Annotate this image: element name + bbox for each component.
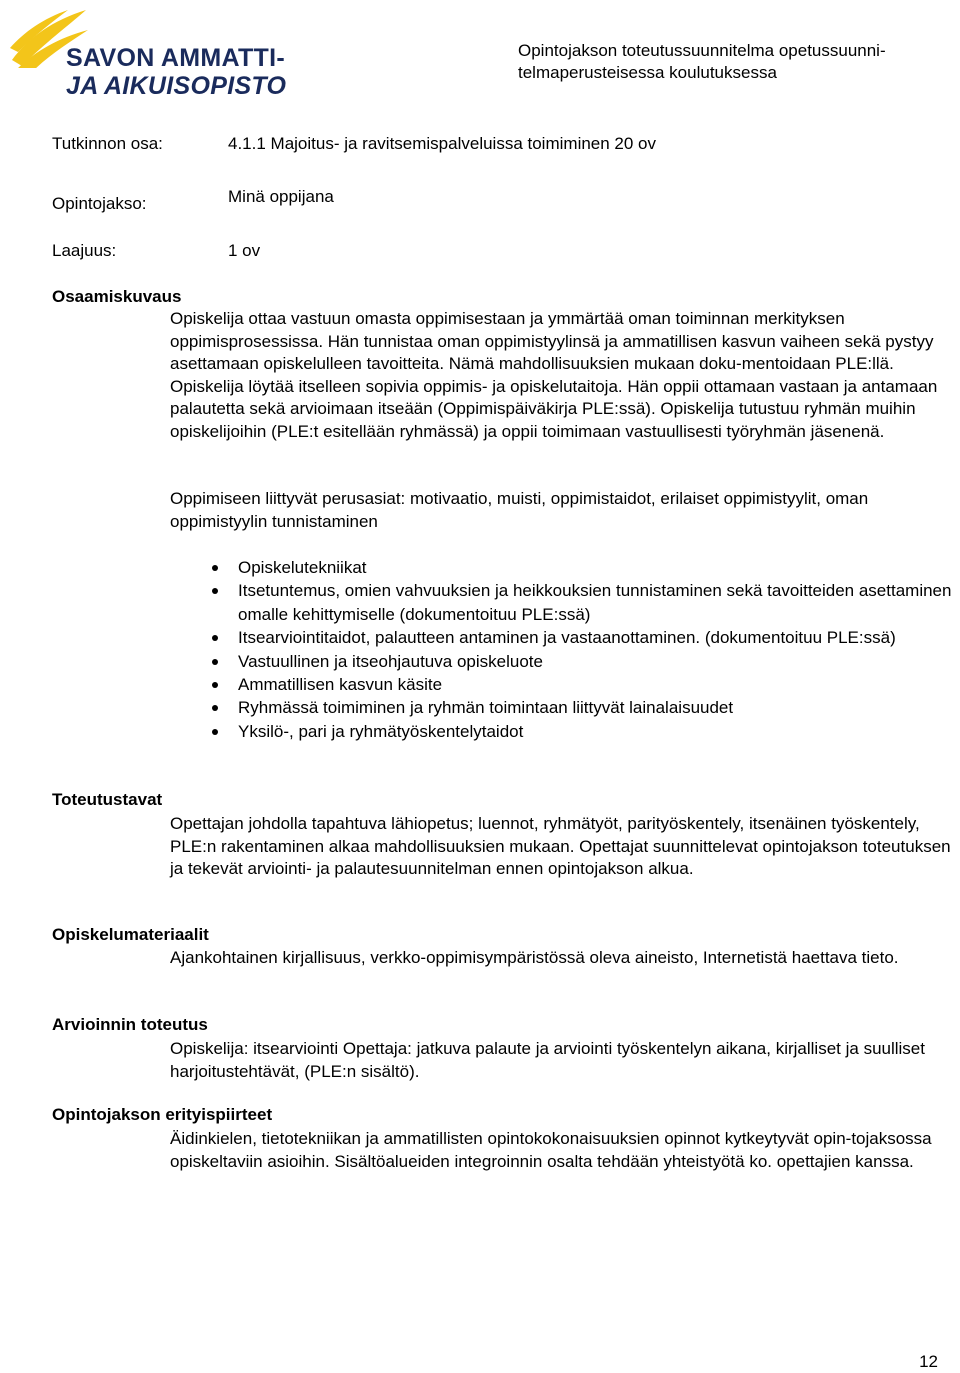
document-title: Opintojakson toteutussuunnitelma opetussuunni-telmaperusteisessa koulutuksessa xyxy=(518,41,886,82)
toteutustavat-text: Opettajan johdolla tapahtuva lähiopetus; luennot, ryhmätyöt, parityöskentely, itsenäinen työskentely, PLE:n rakentaminen alkaa mahdollisuuksien mukaan. Opettajat suunnittelevat opintojakson toteutuksen ja tekevät arviointi- ja palautesuunnitelman ennen opintojakson alkua. xyxy=(170,814,951,878)
erityispiirteet-heading: Opintojakson erityispiirteet xyxy=(52,1105,273,1124)
list-item xyxy=(210,626,960,649)
list-item xyxy=(210,579,960,626)
content-bullet-list xyxy=(210,556,960,743)
list-item-text: Opiskelutekniikat xyxy=(238,558,367,577)
opiskelumateriaalit-text: Ajankohtainen kirjallisuus, verkko-oppimisympäristössä oleva aineisto, Internetistä haettava tieto. xyxy=(170,948,899,967)
list-item-text: Yksilö-, pari ja ryhmätyöskentelytaidot xyxy=(238,721,524,741)
opintojakso-label: Opintojakso: xyxy=(52,194,147,213)
page-number: 12 xyxy=(919,1352,938,1371)
tutkinnon-osa-value: 4.1.1 Majoitus- ja ravitsemispalveluissa toimiminen 20 ov xyxy=(228,134,657,153)
list-item xyxy=(210,696,960,719)
bullet-icon xyxy=(212,635,218,641)
logo-text-line1: SAVON AMMATTI- xyxy=(66,44,285,72)
osaamiskuvaus-heading: Osaamiskuvaus xyxy=(52,287,182,306)
list-item-text: Itsetuntemus, omien vahvuuksien ja heikkouksien tunnistaminen sekä tavoitteiden asettaminen omalle kehittymiselle (dokumentoituu PLE:ssä) xyxy=(238,581,952,624)
tutkinnon-osa-label: Tutkinnon osa: xyxy=(52,134,163,153)
list-item-text: Ammatillisen kasvun käsite xyxy=(238,675,443,695)
oppimisen-perusasiat-text: Oppimiseen liittyvät perusasiat: motivaatio, muisti, oppimistaidot, erilaiset oppimistyylit, oman oppimistyylin tunnistaminen xyxy=(170,489,869,531)
laajuus-label: Laajuus: xyxy=(52,241,117,260)
list-item xyxy=(210,650,960,673)
list-item-text: Vastuullinen ja itseohjautuva opiskeluote xyxy=(238,651,543,671)
laajuus-value: 1 ov xyxy=(228,241,261,260)
bullet-icon xyxy=(212,729,218,735)
bullet-icon xyxy=(212,682,218,688)
bullet-icon xyxy=(212,705,218,711)
list-item xyxy=(210,673,960,696)
osaamiskuvaus-text: Opiskelija ottaa vastuun omasta oppimisestaan ja ymmärtää oman toiminnan merkityksen oppimisprosessissa. Hän tunnistaa oman oppimistyylinsä ja ammatillisen kasvun vaiheen sekä pystyy asettamaan opiskelulleen tavoitteita. Nämä mahdollisuuksien mukaan doku-mentoidaan PLE:llä. Opiskelija löytää itselleen sopivia oppimis- ja opiskelutaitoja. Hän oppii ottamaan vastaan ja antamaan palautetta sekä arvioimaan itseään (Oppimispäiväkirja PLE:ssä). Opiskelija tutustuu ryhmän muihin opiskelijoihin (PLE:t esitellään ryhmässä) ja oppii toimimaan vastuullisesti työryhmän jäsenenä. xyxy=(170,309,938,441)
opiskelumateriaalit-heading: Opiskelumateriaalit xyxy=(52,925,209,944)
toteutustavat-heading: Toteutustavat xyxy=(52,790,163,809)
list-item-text: Ryhmässä toimiminen ja ryhmän toimintaan liittyvät lainalaisuudet xyxy=(238,698,734,718)
logo-text-line2: JA AIKUISOPISTO xyxy=(66,72,287,100)
bullet-icon xyxy=(212,565,218,571)
arvioinnin-toteutus-text: Opiskelija: itsearviointi Opettaja: jatkuva palaute ja arviointi työskentelyn aikana, kirjalliset ja suulliset harjoitustehtävät, (PLE:n sisältö). xyxy=(170,1039,925,1081)
bullet-icon xyxy=(212,588,218,594)
bullet-icon xyxy=(212,659,218,665)
list-item xyxy=(210,720,960,743)
erityispiirteet-text: Äidinkielen, tietotekniikan ja ammatillisten opintokokonaisuuksien opinnot kytkeytyvät opin-tojaksossa opiskeltaviin asioihin. Sisältöalueiden integroinnin osalta tehdään yhteistyötä ko. opettajien kanssa. xyxy=(170,1129,932,1171)
list-item-text: Itsearviointitaidot, palautteen antaminen ja vastaanottaminen. (dokumentoituu PLE:ssä) xyxy=(238,628,896,648)
arvioinnin-toteutus-heading: Arvioinnin toteutus xyxy=(52,1015,208,1034)
opintojakso-value: Minä oppijana xyxy=(228,187,334,206)
list-item xyxy=(210,556,960,579)
school-logo xyxy=(0,0,340,110)
